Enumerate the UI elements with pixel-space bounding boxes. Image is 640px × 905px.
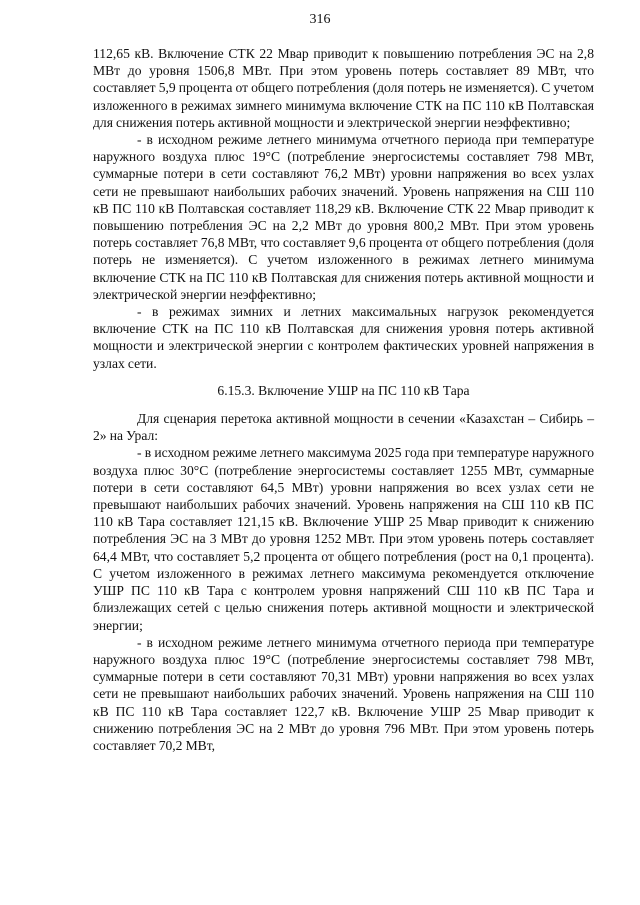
paragraph-scenario-intro: Для сценария перетока активной мощности в сечении «Казахстан – Сибирь – 2» на Урал: xyxy=(93,411,594,444)
paragraph-summer-maximum-ushr: - в исходном режиме летнего максимума 2025 года при температуре наружного воздуха плюс 30°C (потребление энергосистемы составляет 1255 МВт, суммарные потери в сети составляют 64,5 МВт) уровни напряжения во всех узлах сети не превышают наибольших рабочих значений. Уровень напряжения на СШ 110 кВ ПС 110 кВ Тара составляет 121,15 кВ. Включение УШР 25 Мвар приводит к снижению потребления ЭС на 3 МВт до уровня 1252 МВт. При этом уровень потерь составляет 64,4 МВт, что составляет 5,2 процента от общего потребления (рост на 0,1 процента). С учетом изложенного в режимах летнего максимума рекомендуется отключение УШР ПС 110 кВ Тара с контролем уровня напряжений СШ 110 кВ ПС Тара и близлежащих сетей с целью снижения потерь активной мощности и электрической энергии; xyxy=(93,445,594,633)
paragraph-summer-minimum-ushr: - в исходном режиме летнего минимума отчетного периода при температуре наружного воздуха плюс 19°C (потребление энергосистемы составляет 798 МВт, суммарные потери в сети составляют 70,31 МВт) уровни напряжения во всех узлах сети не превышают наибольших рабочих значений. Уровень напряжения на СШ 110 кВ ПС 110 кВ Тара составляет 122,7 кВ. Включение УШР 25 Мвар приводит к снижению потребления ЭС на 2 МВт до уровня 796 МВт. При этом уровень потерь составляет 70,2 МВт, xyxy=(93,634,594,753)
paragraph-summer-minimum-stk: - в исходном режиме летнего минимума отчетного периода при температуре наружного воздуха плюс 19°C (потребление энергосистемы составляет 798 МВт, суммарные потери в сети составляют 76,2 МВт) уровни напряжения во всех узлах сети не превышают наибольших рабочих значений. Уровень напряжения на СШ 110 кВ ПС 110 кВ Полтавская составляет 118,29 кВ. Включение СТК 22 Мвар приводит к повышению потребления ЭС на 2,2 МВт до уровня 800,2 МВт. При этом уровень потерь составляет 76,8 МВт, что составляет 9,6 процента от общего потребления (доля потерь не изменяется). С учетом изложенного в режимах летнего минимума включение СТК на ПС 110 кВ Полтавская для снижения потерь активной мощности и электрической энергии неэффективно; xyxy=(93,132,594,302)
page-number: 316 xyxy=(309,12,331,27)
paragraph-winter-minimum-end: 112,65 кВ. Включение СТК 22 Мвар приводит к повышению потребления ЭС на 2,8 МВт до уровня 1506,8 МВт. При этом уровень потерь составляет 89 МВт, что составляет 5,9 процента от общего потребления (доля потерь не изменяется). С учетом изложенного в режимах зимнего минимума включение СТК на ПС 110 кВ Полтавская для снижения потерь активной мощности и электрической энергии неэффективно; xyxy=(93,46,594,130)
paragraph-max-loads-recommendation: - в режимах зимних и летних максимальных нагрузок рекомендуется включение СТК на ПС 110 кВ Полтавская для снижения уровня потерь активной мощности и электрической энергии с контролем фактических уровней напряжения в узлах сети. xyxy=(93,304,594,371)
section-heading-ushr-tara: 6.15.3. Включение УШР на ПС 110 кВ Тара xyxy=(217,382,470,398)
document-body xyxy=(93,45,594,754)
